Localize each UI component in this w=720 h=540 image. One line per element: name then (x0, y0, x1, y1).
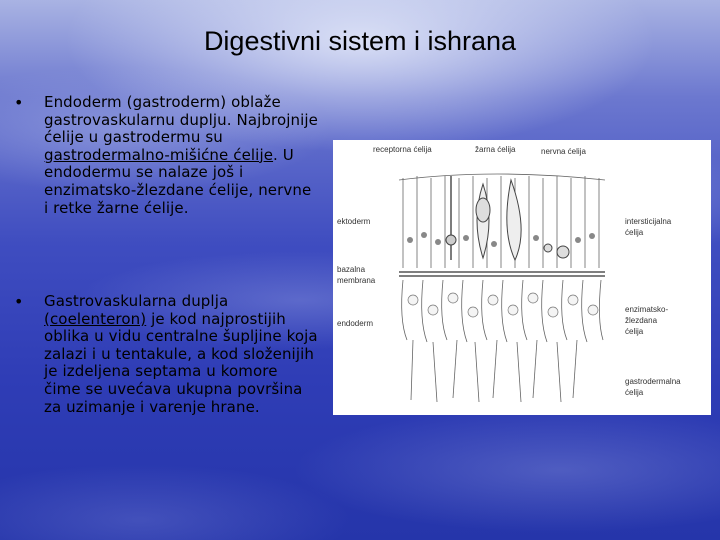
bullet-dot-icon: • (14, 93, 24, 112)
label-enzimatsko-2: žlezdana (625, 316, 658, 325)
bullet-text (44, 293, 319, 416)
label-gastrodermalna-2: ćelija (625, 388, 644, 397)
label-nervna: nervna ćelija (541, 147, 586, 156)
label-intersticijalna-2: ćelija (625, 228, 644, 237)
label-ektoderm: ektoderm (337, 217, 371, 226)
label-enzimatsko-3: ćelija (625, 327, 644, 336)
bullet-coelenteron (14, 292, 318, 416)
label-bazalna-1: bazalna (337, 265, 366, 274)
body-wall-svg (333, 140, 711, 415)
slide-title: Digestivni sistem i ishrana (203, 26, 517, 56)
label-enzimatsko-1: enzimatsko- (625, 305, 669, 314)
body-wall-diagram (333, 140, 711, 415)
ectoderm-cells (399, 174, 605, 268)
label-receptorna: receptorna ćelija (373, 145, 432, 154)
bullet-highlight: gastrodermalno-mišićne ćelije (44, 145, 274, 164)
label-gastrodermalna-1: gastrodermalna (625, 377, 681, 386)
bullet-dot-icon: • (14, 292, 24, 311)
bullet-text-part: Gastrovaskularna duplja (44, 292, 229, 310)
label-endoderm: endoderm (337, 319, 374, 328)
basal-membrane (399, 272, 605, 276)
bullet-text-part: . U endodermu se nalaze još i enzimatsko-žlezdane ćelije, nervne i retke žarne ćelije. (44, 145, 312, 217)
bullet-text-part: je kod najprostijih oblika u vidu centralne šupljine koja zalazi i u tentakule, a kod složenijih je izdeljena septama u komore čime se uvećava ukupna površina za uzimanje i varenje hrane. (44, 309, 318, 416)
label-bazalna-2: membrana (337, 276, 376, 285)
endoderm-vacuoles (408, 293, 598, 317)
label-intersticijalna-1: intersticijalna (625, 217, 672, 226)
bullet-highlight: (coelenteron) (44, 309, 147, 328)
bullet-text (44, 94, 319, 217)
bullet-text-part: Endoderm (gastroderm) oblaže gastrovaskularnu duplju. Najbrojnije ćelije u gastrodermu su (44, 93, 318, 147)
cnidocyte-shapes (446, 176, 569, 260)
bullet-endoderm (14, 93, 318, 217)
label-zarna: žarna ćelija (475, 145, 516, 154)
